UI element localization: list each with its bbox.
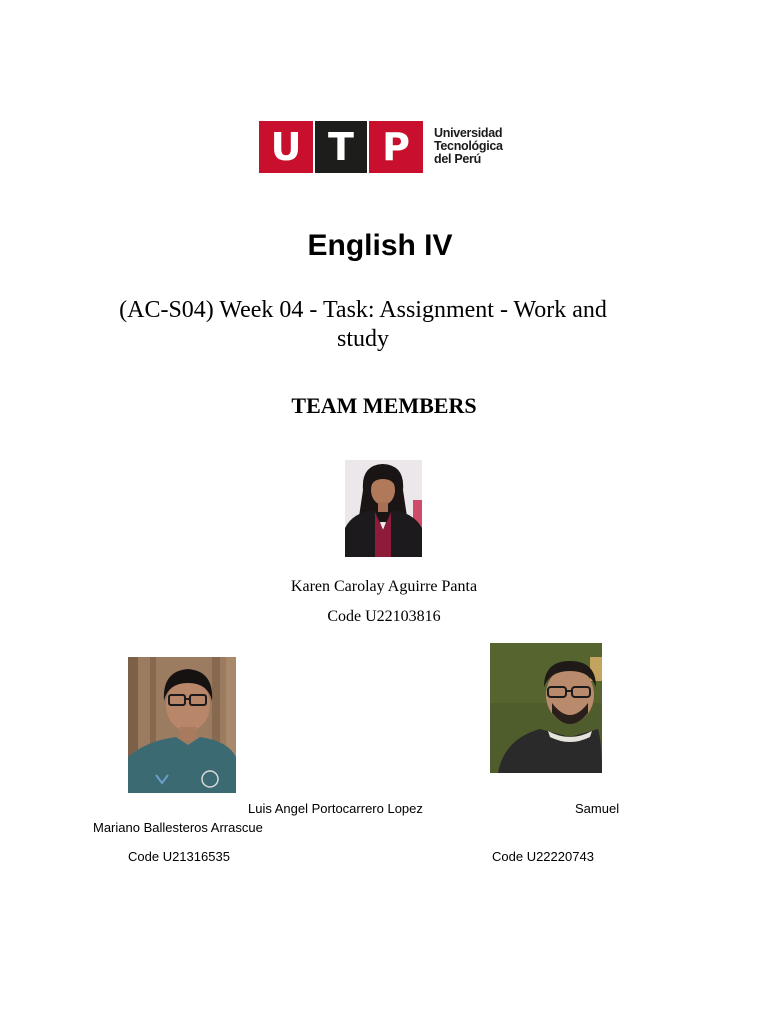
luis-code: Code U21316535	[128, 849, 230, 864]
document-title: English IV	[307, 229, 453, 262]
logo-letter-u: U	[259, 121, 313, 173]
samuel-photo-svg	[490, 643, 602, 773]
samuel-code: Code U22220743	[492, 849, 594, 864]
luis-name: Luis Angel Portocarrero Lopez	[248, 801, 423, 816]
samuel-name-first: Samuel	[575, 801, 620, 816]
utp-logo	[259, 121, 511, 173]
team-members-heading: TEAM MEMBERS	[291, 393, 477, 418]
logo-letter-p: P	[369, 121, 423, 173]
samuel-name-rest: Mariano Ballesteros Arrascue	[93, 820, 263, 835]
samuel-photo	[490, 643, 602, 773]
logo-text-line-1: Universidad	[434, 126, 503, 140]
karen-name: Karen Carolay Aguirre Panta	[290, 578, 478, 595]
luis-photo-svg	[128, 657, 236, 793]
luis-photo	[128, 657, 236, 793]
karen-photo	[345, 460, 422, 557]
logo-text-line-2: Tecnológica	[434, 139, 503, 153]
karen-photo-svg	[345, 460, 422, 557]
karen-code: Code U22103816	[327, 608, 441, 625]
task-title: (AC-S04) Week 04 - Task: Assignment - Work and study	[119, 297, 607, 352]
logo-letter-t: T	[315, 121, 367, 173]
logo-wordmark	[434, 127, 503, 166]
logo-text-line-3: del Perú	[434, 152, 481, 166]
